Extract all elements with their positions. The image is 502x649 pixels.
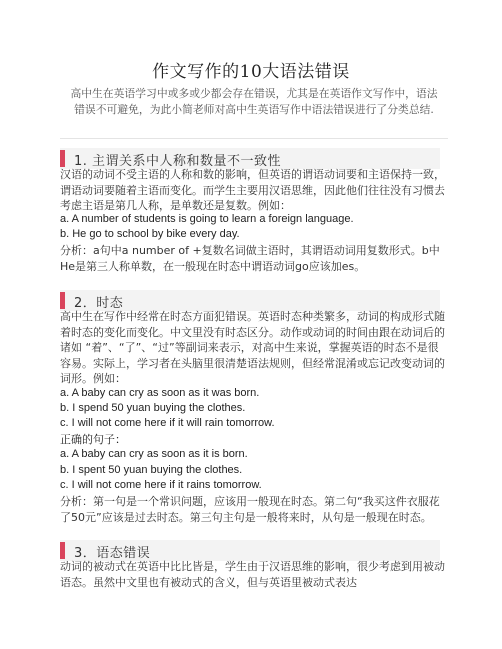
example-sentence: b. I spend 50 yuan buying the clothes. xyxy=(60,402,246,414)
section-1-analysis: 分析：a句中a number of +复数名词做主语时，其谓语动词用复数形式。b中 He是第三人称单数，在一般现在时态中谓语动词go应该加es。 xyxy=(60,244,440,273)
summary-text: 高中生在英语学习中或多或少都会存在错误，尤其是在英语作文写作中，语法错误不可避免，为此小简老师对高中生英语写作中语法错误进行了分类总结. xyxy=(70,87,438,116)
section-heading-1 xyxy=(60,148,440,169)
section-heading-label: 1. 主谓关系中人称和数量不一致性 xyxy=(74,154,282,169)
corrected-sentence: a. A baby can cry as soon as it is born. xyxy=(60,448,248,460)
divider xyxy=(60,138,448,139)
section-2-analysis: 分析：第一句是一个常识问题，应该用一般现在时态。第二句“我买这件衣服花了50元”应该是过去时态。第三句主句是一般将来时，从句是一般现在时态。 xyxy=(60,495,440,524)
section-2-intro: 高中生在写作中经常在时态方面犯错误。英语时态种类繁多，动词的构成形式随着时态的变化而变化。中文里没有时态区分。动作或动词的时间由跟在动词后的诸如 “着”、“了”、“过”等副词来表示，对高中生来说，掌握英语的时态不是很容易。实际上，学习者在头脑里很清楚语法规则，但经常混淆或忘记改变动词的词形。例如： xyxy=(60,310,445,385)
corrected-sentence: b. I spent 50 yuan buying the clothes. xyxy=(60,464,243,476)
heading-accent-bar xyxy=(60,292,65,309)
corrected-sentence: c. I will not come here if it rains tomorrow. xyxy=(60,479,262,491)
heading-accent-bar xyxy=(60,150,65,167)
section-heading-label: 2．时态 xyxy=(74,296,124,311)
section-heading-label: 3．语态错误 xyxy=(74,546,151,561)
example-sentence: a. A number of students is going to learn a foreign language. xyxy=(60,213,354,225)
example-sentence: b. He go to school by bike every day. xyxy=(60,228,240,240)
section-1-intro: 汉语的动词不受主语的人称和数的影响，但英语的谓语动词要和主语保持一致，谓语动词要随着主语而变化。而学生主要用汉语思维，因此他们往往没有习惯去考虑主语是第几人称，是单数还是复数。例如： xyxy=(60,168,445,212)
heading-accent-bar xyxy=(60,542,65,559)
example-sentence: a. A baby can cry as soon as it was born. xyxy=(60,387,260,399)
section-heading-2 xyxy=(60,290,440,311)
section-heading-3 xyxy=(60,540,440,561)
section-3-intro: 动词的被动式在英语中比比皆是，学生由于汉语思维的影响，很少考虑到用被动语态。虽然中文里也有被动式的含义，但与英语里被动式表达 xyxy=(60,560,445,589)
example-sentence: c. I will not come here if it will rain tomorrow. xyxy=(60,417,275,429)
page-title: 作文写作的10大语法错误 xyxy=(152,62,350,82)
correct-sentences-label: 正确的句子： xyxy=(60,433,126,446)
